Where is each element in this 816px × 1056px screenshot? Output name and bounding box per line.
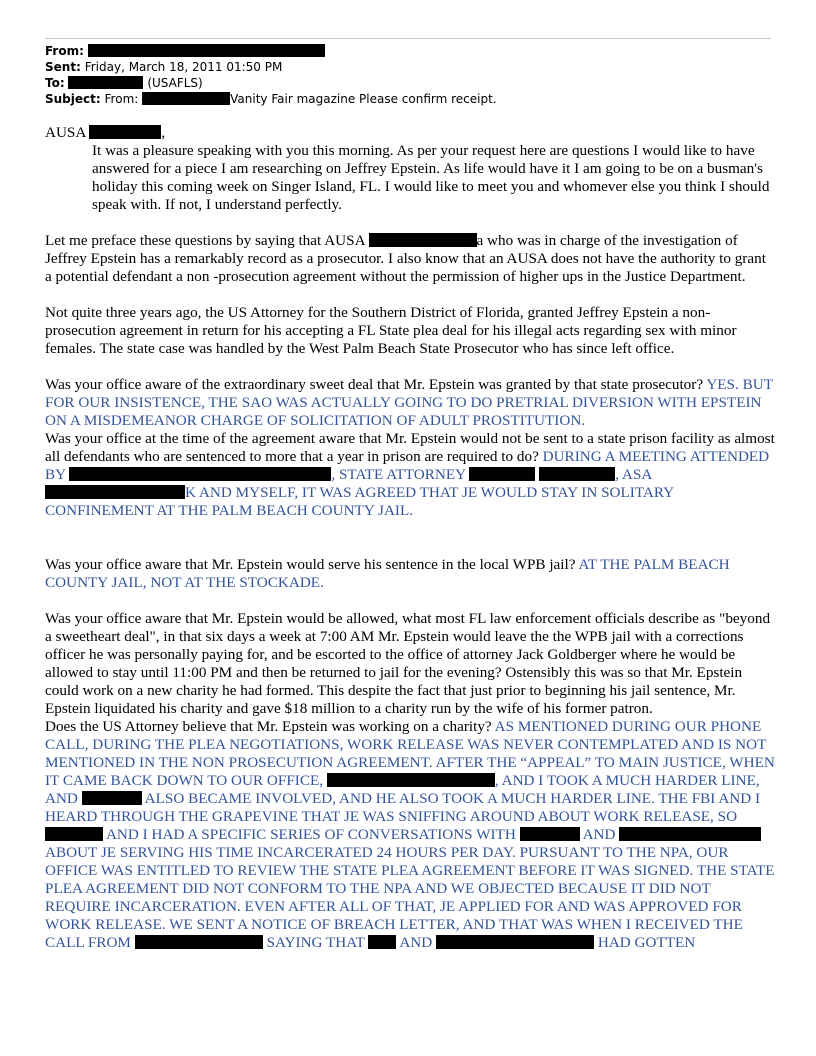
answer-1: YES. BUT FOR OUR INSISTENCE, THE SAO WAS ACTUALLY GOING TO DO PRETRIAL DIVERSION WITH EPSTEIN ON A MISDEMEANOR CHARGE OF SOLICITATION OF ADULT PROSTITUTION. [45, 376, 773, 429]
redaction-block [369, 233, 477, 247]
redaction-block [88, 44, 325, 57]
sent-line: Sent: Friday, March 18, 2011 01:50 PM [45, 60, 283, 74]
redaction-block [45, 827, 103, 841]
paragraph-background: Not quite three years ago, the US Attorney for the Southern District of Florida, granted Jeffrey Epstein a non-prosecution agreement in return for his accepting a FL State plea deal for his illegal acts regarding sex with minor females. The state case was handled by the West Palm Beach State Prosecutor who has since left office. [45, 304, 737, 357]
redaction-block [89, 125, 161, 139]
to-value: (USAFLS) [147, 76, 203, 90]
question-4: Was your office aware that Mr. Epstein would be allowed, what most FL law enforcement officials describe as "beyond a sweetheart deal", in that six days a week at 7:00 AM Mr. Epstein would leave the the WPB jail with a corrections officer he was personally paying for, and be escorted to the office of attorney Jack Goldberger where he would be allowed to stay until 11:00 PM and then be returned to jail for the evening? Ostensibly this was so that Mr. Epstein could work on a new charity he had formed. This despite the fact that just prior to beginning his jail sentence, Mr. Epstein liquidated his charity and gave $18 million to a charity run by the wife of his former patron. [45, 610, 771, 717]
subject-from: From: [104, 92, 139, 106]
redaction-block [69, 467, 331, 481]
redaction-block [469, 467, 535, 481]
sent-label: Sent [45, 60, 77, 74]
redaction-block [135, 935, 263, 949]
subject-line: Subject: From: Vanity Fair magazine Please confirm receipt. [45, 92, 497, 106]
from-line: From: [45, 43, 771, 59]
redaction-block [142, 92, 230, 105]
paragraph-preface: Let me preface these questions by saying that AUSA a who was in charge of the investigation of Jeffrey Epstein has a remarkably record as a prosecutor. I also know that an AUSA does not have the authority to grant a potential defendant a non -prosecution agreement without the permission of higher ups in the Justice Department. [45, 232, 766, 285]
redaction-block [327, 773, 495, 787]
question-2: Was your office at the time of the agreement aware that Mr. Epstein would not be sent to a state prison facility as almost all defendants who are sentenced to more that a year in prison are required to do? DURING A MEETING ATTENDED BY , STATE ATTORNEY , ASA K AND MYSELF, IT WAS AGREED THAT JE WOULD STAY IN SOLITARY CONFINEMENT AT THE PALM BEACH COUNTY JAIL. [45, 430, 775, 519]
subject-label: Subject [45, 92, 96, 106]
redaction-block [539, 467, 615, 481]
redaction-block [45, 485, 185, 499]
question-3: Was your office aware that Mr. Epstein would serve his sentence in the local WPB jail? AT THE PALM BEACH COUNTY JAIL, NOT AT THE STOCKADE. [45, 556, 730, 591]
redaction-block [436, 935, 594, 949]
question-1: Was your office aware of the extraordinary sweet deal that Mr. Epstein was granted by that state prosecutor? YES. BUT FOR OUR INSISTENCE, THE SAO WAS ACTUALLY GOING TO DO PRETRIAL DIVERSION WITH EPSTEIN ON A MISDEMEANOR CHARGE OF SOLICITATION OF ADULT PROSTITUTION. [45, 376, 773, 429]
salutation: AUSA , [45, 124, 166, 141]
paragraph-intro: It was a pleasure speaking with you this morning. As per your request here are questions I would like to have answered for a piece I am researching on Jeffrey Epstein. As life would have it I am going to be on a busman's holiday this coming week on Singer Island, FL. I would like to meet you and whomever else you think I should speak with. If not, I understand perfectly. [92, 142, 770, 213]
redaction-block [368, 935, 396, 949]
redaction-block [68, 76, 143, 89]
to-label: To [45, 76, 60, 90]
subject-rest: Vanity Fair magazine Please confirm receipt. [230, 92, 497, 106]
to-line: To: (USAFLS) [45, 76, 203, 90]
answer-5: AS MENTIONED DURING OUR PHONE CALL, DURING THE PLEA NEGOTIATIONS, WORK RELEASE WAS NEVER CONTEMPLATED AND IS NOT MENTIONED IN THE NON PROSECUTION AGREEMENT. AFTER THE “APPEAL” TO MAIN JUSTICE, WHEN IT CAME BACK DOWN TO OUR OFFICE, , AND I TOOK A MUCH HARDER LINE, AND ALSO BECAME INVOLVED, AND HE ALSO TOOK A MUCH HARDER LINE. THE FBI AND I HEARD THROUGH THE GRAPEVINE THAT JE WAS SNIFFING AROUND ABOUT WORK RELEASE, SO AND I HAD A SPECIFIC SERIES OF CONVERSATIONS WITH AND ABOUT JE SERVING HIS TIME INCARCERATED 24 HOURS PER DAY. PURSUANT TO THE NPA, OUR OFFICE WAS ENTITLED TO REVIEW THE STATE PLEA AGREEMENT BEFORE IT WAS SIGNED. THE STATE PLEA AGREEMENT DID NOT CONFORM TO THE NPA AND WE OBJECTED BECAUSE IT DID NOT REQUIRE INCARCERATION. EVEN AFTER ALL OF THAT, JE APPLIED FOR AND WAS APPROVED FOR WORK RELEASE. WE SENT A NOTICE OF BREACH LETTER, AND THAT WAS WHEN I RECEIVED THE CALL FROM SAYING THAT AND HAD GOTTEN [45, 718, 775, 951]
header-divider [45, 38, 771, 39]
message-body [45, 124, 775, 952]
question-5: Does the US Attorney believe that Mr. Epstein was working on a charity? AS MENTIONED DURING OUR PHONE CALL, DURING THE PLEA NEGOTIATIONS, WORK RELEASE WAS NEVER CONTEMPLATED AND IS NOT MENTIONED IN THE NON PROSECUTION AGREEMENT. AFTER THE “APPEAL” TO MAIN JUSTICE, WHEN IT CAME BACK DOWN TO OUR OFFICE, , AND I TOOK A MUCH HARDER LINE, AND ALSO BECAME INVOLVED, AND HE ALSO TOOK A MUCH HARDER LINE. THE FBI AND I HEARD THROUGH THE GRAPEVINE THAT JE WAS SNIFFING AROUND ABOUT WORK RELEASE, SO AND I HAD A SPECIFIC SERIES OF CONVERSATIONS WITH AND ABOUT JE SERVING HIS TIME INCARCERATED 24 HOURS PER DAY. PURSUANT TO THE NPA, OUR OFFICE WAS ENTITLED TO REVIEW THE STATE PLEA AGREEMENT BEFORE IT WAS SIGNED. THE STATE PLEA AGREEMENT DID NOT CONFORM TO THE NPA AND WE OBJECTED BECAUSE IT DID NOT REQUIRE INCARCERATION. EVEN AFTER ALL OF THAT, JE APPLIED FOR AND WAS APPROVED FOR WORK RELEASE. WE SENT A NOTICE OF BREACH LETTER, AND THAT WAS WHEN I RECEIVED THE CALL FROM SAYING THAT AND HAD GOTTEN [45, 718, 775, 951]
redaction-block [520, 827, 580, 841]
from-label: From [45, 44, 80, 58]
redaction-block [82, 791, 142, 805]
answer-2: DURING A MEETING ATTENDED BY , STATE ATTORNEY , ASA K AND MYSELF, IT WAS AGREED THAT JE WOULD STAY IN SOLITARY CONFINEMENT AT THE PALM BEACH COUNTY JAIL. [45, 448, 770, 519]
answer-3: AT THE PALM BEACH COUNTY JAIL, NOT AT THE STOCKADE. [45, 556, 730, 591]
sent-value: Friday, March 18, 2011 01:50 PM [84, 60, 283, 74]
redaction-block [619, 827, 761, 841]
